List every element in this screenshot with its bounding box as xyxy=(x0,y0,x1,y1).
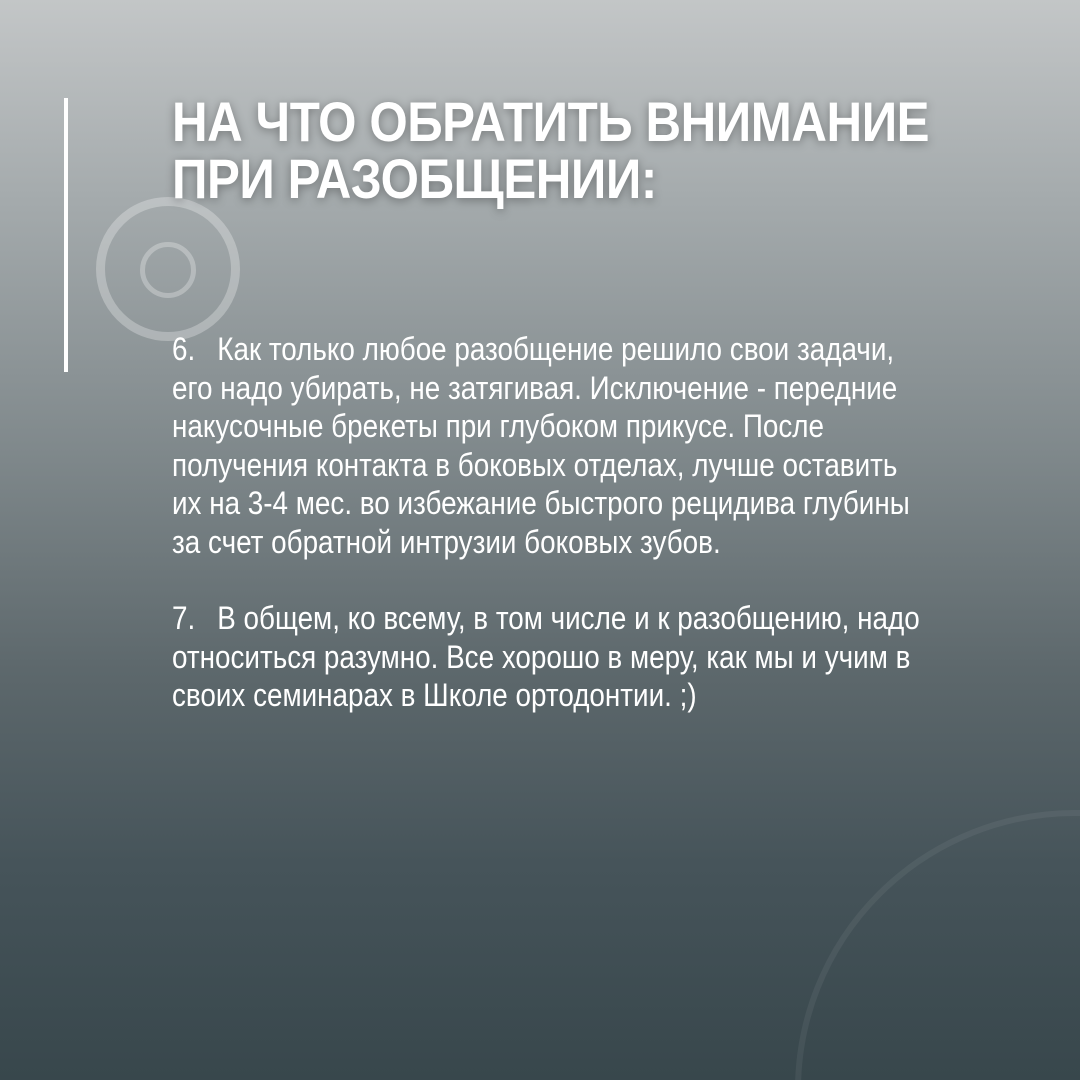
slide-title xyxy=(172,90,946,210)
tip-item-6 xyxy=(172,330,1042,561)
tip-line: их на 3-4 мес. во избежание быстрого рецидива глубины xyxy=(172,485,910,521)
tip-line: получения контакта в боковых отделах, лучше оставить xyxy=(172,446,898,483)
tips-list xyxy=(172,330,1042,753)
decorative-corner-ring xyxy=(795,810,1080,1080)
tip-line: накусочные брекеты при глубоком прикусе. После xyxy=(172,408,824,444)
accent-bar xyxy=(64,98,68,372)
tip-number: 6. xyxy=(172,331,196,367)
title-line-2: ПРИ РАЗОБЩЕНИИ: xyxy=(172,147,657,210)
decorative-inner-ring xyxy=(140,242,196,298)
tip-line: его надо убирать, не затягивая. Исключение - передние xyxy=(172,369,898,406)
tip-line: относиться разумно. Все хорошо в меру, как мы и учим в xyxy=(172,638,911,675)
tip-line: своих семинарах в Школе ортодонтии. ;) xyxy=(172,677,697,713)
tip-line xyxy=(172,599,1042,638)
tip-line xyxy=(172,330,1042,369)
tip-item-7 xyxy=(172,599,1042,715)
tip-text: Как только любое разобщение решило свои задачи, xyxy=(217,331,895,367)
tip-text: В общем, ко всему, в том числе и к разобщению, надо xyxy=(217,600,920,636)
tip-number: 7. xyxy=(172,600,196,636)
title-line-1: НА ЧТО ОБРАТИТЬ ВНИМАНИЕ xyxy=(172,90,930,153)
tip-line: за счет обратной интрузии боковых зубов. xyxy=(172,523,721,560)
